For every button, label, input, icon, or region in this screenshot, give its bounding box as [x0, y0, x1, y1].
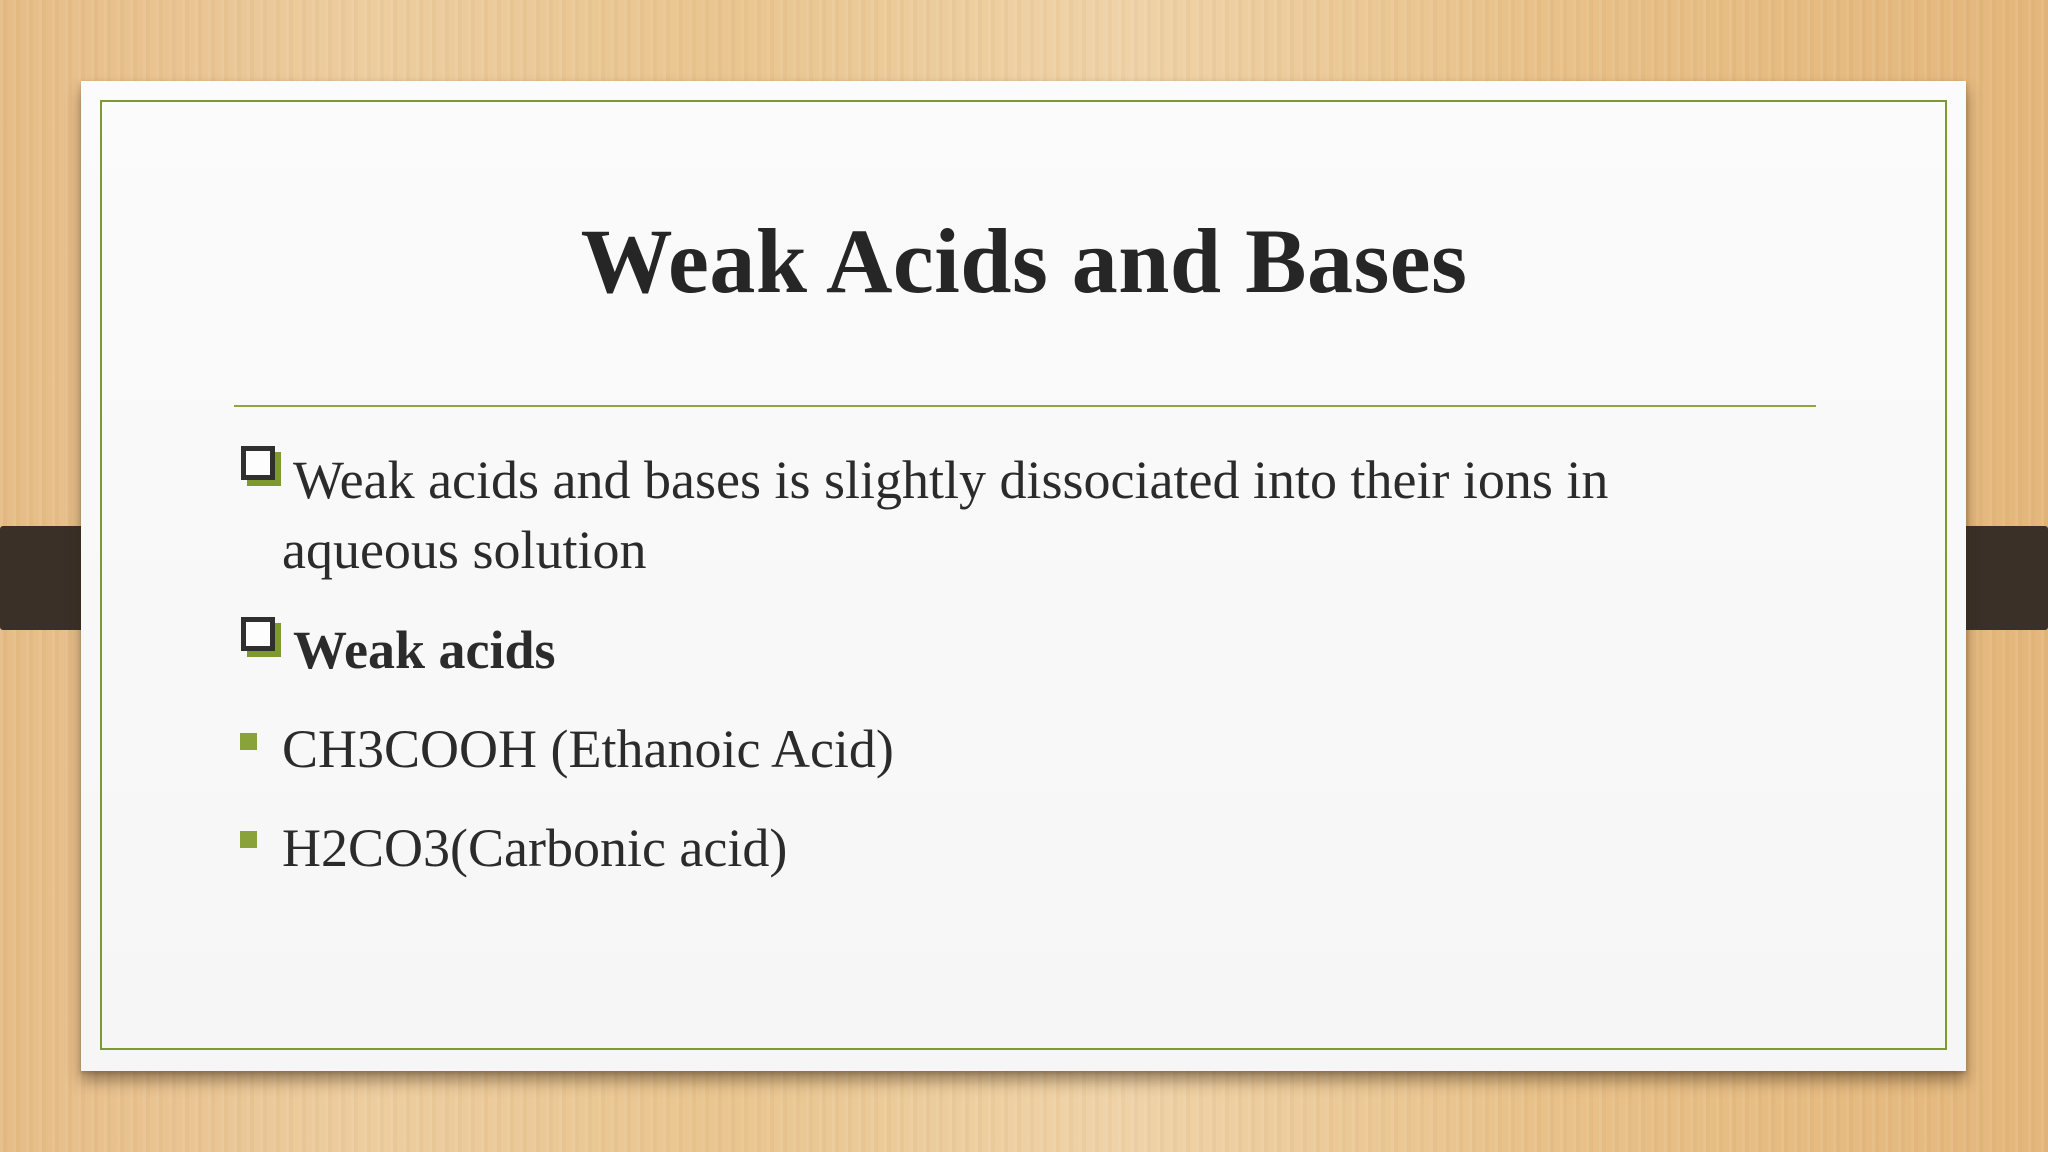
- bullet-weak-acids-heading: Weak acids: [293, 620, 556, 680]
- bullet-weak-definition-line1: Weak acids and bases is slightly dissociated into their ions in: [293, 450, 1609, 510]
- hollow-square-bullet-icon: [241, 617, 275, 651]
- bullet-weak-definition-line2: aqueous solution: [282, 520, 647, 580]
- bullet-carbonic-acid: H2CO3(Carbonic acid): [282, 818, 788, 878]
- square-bullet-icon: [240, 831, 257, 848]
- hollow-square-bullet-icon: [241, 446, 275, 480]
- bullet-ethanoic-acid: CH3COOH (Ethanoic Acid): [282, 719, 894, 779]
- square-bullet-icon: [240, 733, 257, 750]
- slide-title: Weak Acids and Bases: [580, 210, 1468, 312]
